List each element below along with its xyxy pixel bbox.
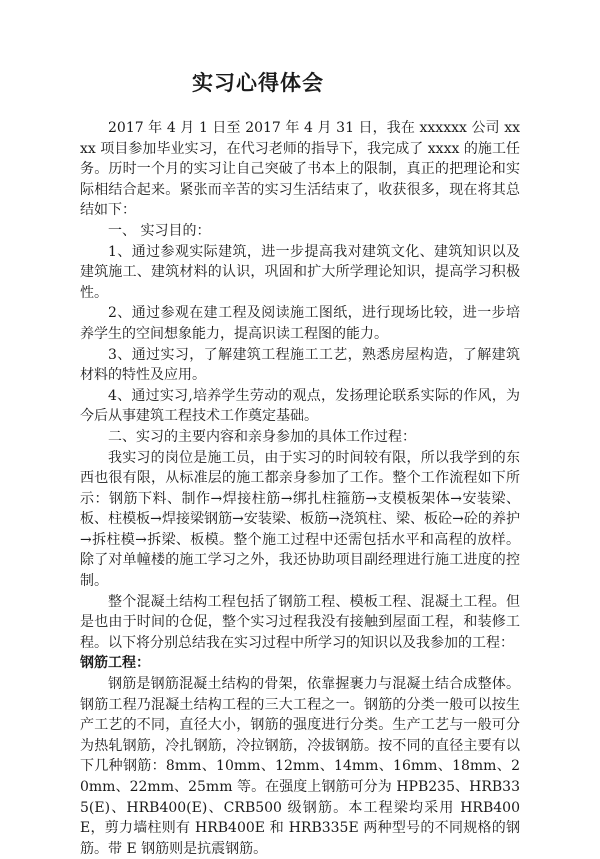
body-paragraph: 1、通过参观实际建筑，进一步提高我对建筑文化、建筑知识以及建筑施工、建筑材料的认识，巩固和扩大所学理论知识，提高学习积极性。 [80, 243, 520, 301]
body-paragraph: 4、通过实习,培养学生劳动的观点，发扬理论联系实际的作风，为今后从事建筑工程技术工作奠定基础。 [80, 387, 520, 425]
body-paragraph: 2、通过参观在建工程及阅读施工图纸，进行现场比较，进一步培养学生的空间想象能力，提高识读工程图的能力。 [80, 305, 520, 342]
body-paragraph: 钢筋是钢筋混凝土结构的骨架，依靠握裹力与混凝土结合成整体。钢筋工程乃混凝土结构工程的三大工程之一。钢筋的分类一般可以按生产工艺的不同，直径大小，钢筋的强度进行分类。生产工艺与一般可分为热轧钢筋，冷扎钢筋，冷拉钢筋，冷拔钢筋。按不同的直径主要有以下几种钢筋：8mm、10mm、12mm、14mm、16mm、18mm、20mm、22mm、25mm 等。在强度上钢筋可分为 HPB235、HRB335(E)、HRB400(E)、CRB500 级钢筋。本工程梁均采用 HRB400E，剪力墙柱则有 HRB400E 和 HRB335E 两种型号的不同规格的钢筋。带 E 钢筋则是抗震钢筋。 [80, 676, 520, 857]
body-paragraph: 二、实习的主要内容和亲身参加的具体工作过程： [108, 428, 416, 445]
section-heading: 钢筋工程： [80, 655, 150, 672]
body-paragraph: 整个混凝土结构工程包括了钢筋工程、模板工程、混凝土工程。但是也由于时间的仓促，整个实习过程我没有接触到屋面工程，和装修工程。以下将分别总结我在实习过程中所学习的知识以及我参加的工程： [80, 593, 520, 651]
body-paragraph: 一、 实习目的： [108, 222, 211, 239]
body-paragraph: 我实习的岗位是施工员，由于实习的时间较有限，所以我学到的东西也很有限，从标准层的施工都亲身参加了工作。整个工作流程如下所示：钢筋下料、制作→焊接柱筋→绑扎柱箍筋→支模板架体→安装梁、板、柱模板→焊接梁钢筋→安装梁、板筋→浇筑柱、梁、板砼→砼的养护→拆柱模→拆梁、板模。整个施工过程中还需包括水平和高程的放样。除了对单幢楼的施工学习之外，我还协助项目副经理进行施工进度的控制。 [80, 449, 520, 590]
document-title: 实习心得体会 [192, 70, 324, 95]
body-paragraph: 2017 年 4 月 1 日至 2017 年 4 月 31 日，我在 xxxxxx 公司 xxxx 项目参加毕业实习，在代习老师的指导下，我完成了 xxxx 的施工任务。历时一个月的实习让自己突破了书本上的限制，真正的把理论和实际相结合起来。紧张而辛苦的实习生活结束了，收获很多，现在将其总结如下： [80, 120, 520, 219]
document-body [80, 118, 520, 859]
document-page [80, 70, 520, 859]
body-paragraph: 3、通过实习，了解建筑工程施工工艺，熟悉房屋构造，了解建筑材料的特性及应用。 [80, 346, 520, 384]
